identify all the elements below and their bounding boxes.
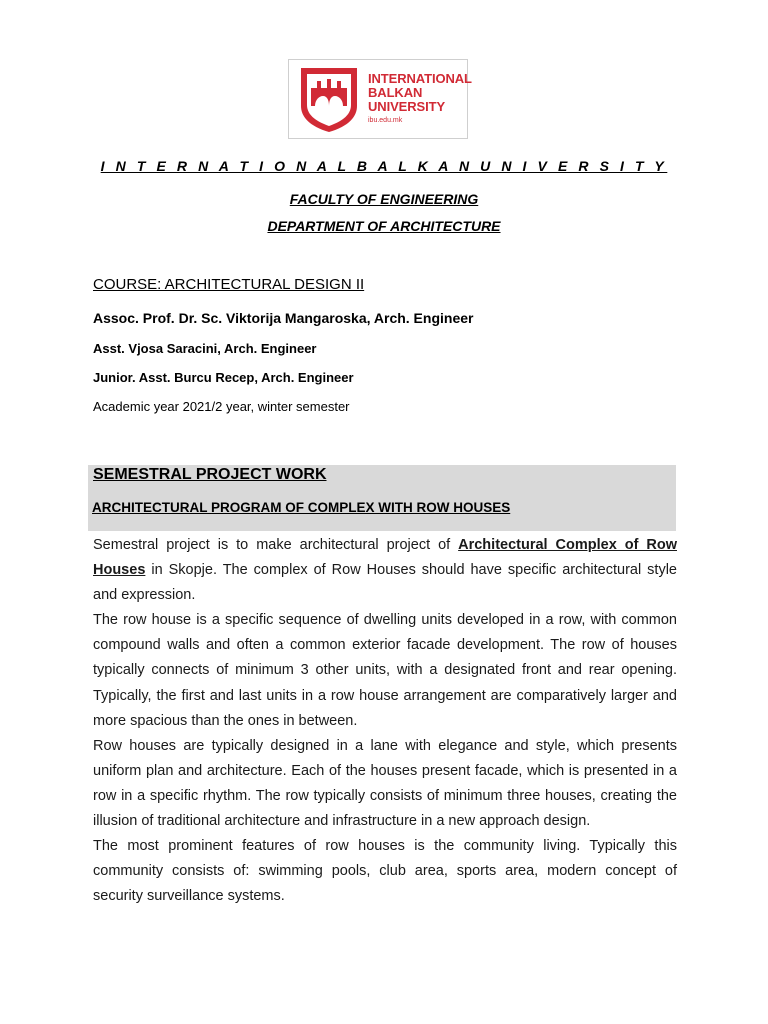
university-heading: I N T E R N A T I O N A L B A L K A N U N I V E R S I T Y (100, 158, 668, 174)
academic-year: Academic year 2021/2 year, winter semester (93, 399, 350, 414)
body-text (93, 533, 677, 909)
shield-bridge-icon (297, 66, 361, 134)
paragraph-row-house-definition: The row house is a specific sequence of dwelling units developed in a row, with common compound walls and often a common exterior facade development. The row of houses typically connects of minimum 3 other units, with a designated front and rear opening. Typically, the first and last units in a row house arrangement are comparatively larger and more spacious than the ones in between. (93, 612, 677, 729)
faculty-heading: FACULTY OF ENGINEERING (289, 191, 479, 207)
professor-name: Assoc. Prof. Dr. Sc. Viktorija Mangaroska, Arch. Engineer (93, 310, 474, 326)
banner-title: SEMESTRAL PROJECT WORK (93, 466, 327, 483)
logo-text-line1: INTERNATIONAL (368, 71, 472, 86)
paragraph-intro (93, 533, 677, 608)
junior-assistant-name: Junior. Asst. Burcu Recep, Arch. Engineer (93, 370, 354, 385)
project-name-highlight: Architectural Complex of Row Houses (93, 537, 677, 579)
logo-text-line2: BALKAN (368, 85, 423, 100)
project-banner (88, 465, 676, 531)
paragraph-row-house-design: Row houses are typically designed in a lane with elegance and style, which presents uniform plan and architecture. Each of the houses present facade, which is presented in a row in a specific rhythm. The row typically consists of minimum three houses, creating the illusion of traditional architecture and infrastructure in a new approach design. (93, 737, 677, 830)
course-title: COURSE: ARCHITECTURAL DESIGN II (93, 276, 365, 293)
banner-subtitle: ARCHITECTURAL PROGRAM OF COMPLEX WITH ROW HOUSES (92, 500, 511, 515)
assistant-name: Asst. Vjosa Saracini, Arch. Engineer (93, 341, 317, 356)
department-heading: DEPARTMENT OF ARCHITECTURE (267, 218, 501, 234)
paragraph-intro-end: in Skopje. The complex of Row Houses should have specific architectural style and expression. (93, 562, 677, 604)
logo-url: ibu.edu.mk (368, 117, 403, 124)
paragraph-community: The most prominent features of row houses is the community living. Typically this community consists of: swimming pools, club area, sports area, modern concept of security surveillance systems. (93, 838, 677, 905)
university-logo (288, 59, 472, 139)
logo-text-line3: UNIVERSITY (368, 99, 446, 114)
paragraph-intro-start: Semestral project is to make architectural project of (93, 537, 459, 553)
